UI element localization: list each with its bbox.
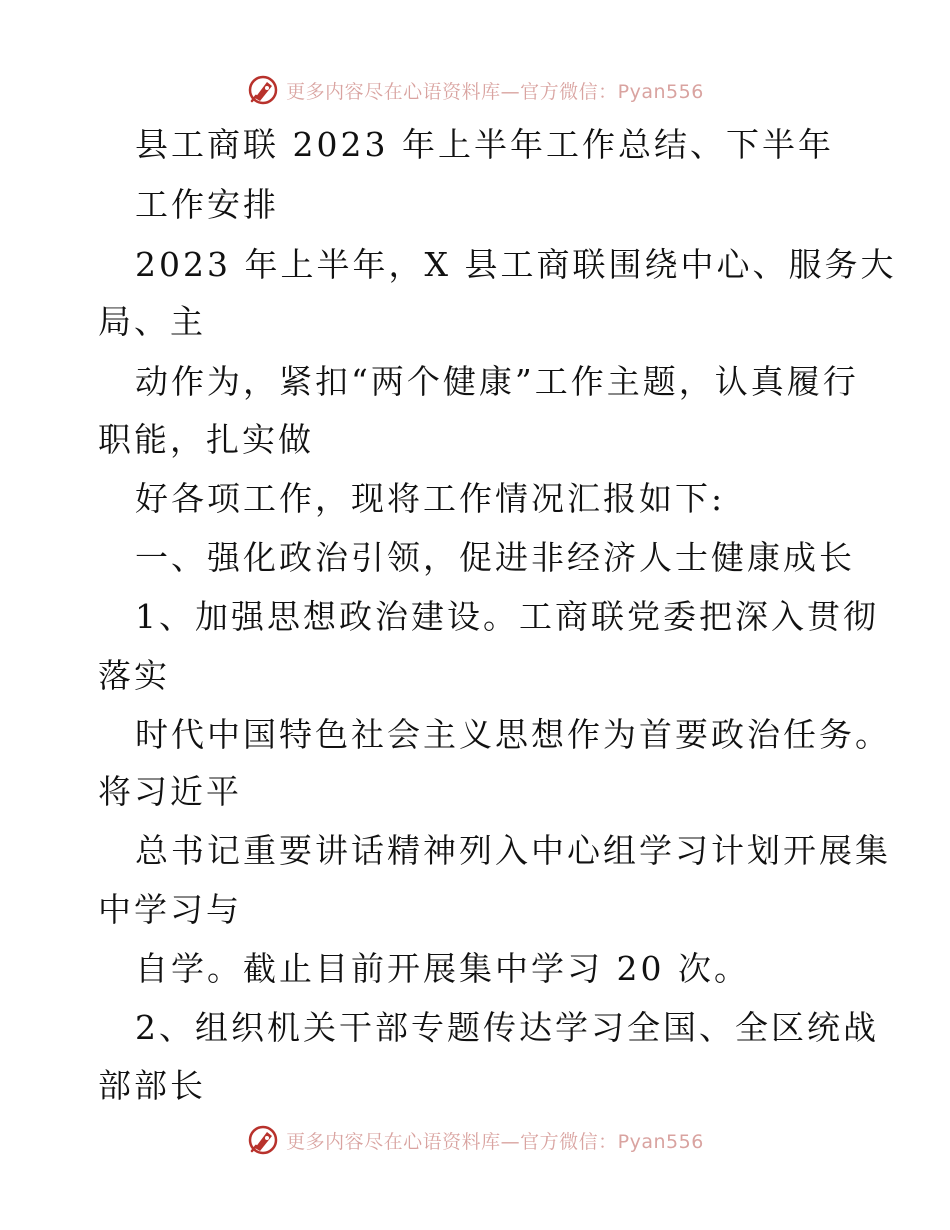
doc-title-line-1: 县工商联 2023 年上半年工作总结、下半年: [135, 125, 834, 164]
doc-line: 1、加强思想政治建设。工商联党委把深入贯彻: [135, 597, 879, 636]
doc-line: 总书记重要讲话精神列入中心组学习计划开展集: [135, 831, 891, 870]
doc-line: 时代中国特色社会主义思想作为首要政治任务。: [135, 715, 891, 754]
watermark-banner-top: [0, 70, 950, 110]
doc-title-line-2: 工作安排: [135, 185, 279, 224]
section-heading-1: 一、强化政治引领，促进非经济人士健康成长: [135, 538, 855, 577]
watermark-text: 更多内容尽在心语资料库—官方微信：Pyan556: [286, 1130, 704, 1153]
doc-line: 部部长: [98, 1066, 206, 1105]
watermark-banner-bottom: [0, 1120, 950, 1160]
doc-line: 自学。截止目前开展集中学习 20 次。: [135, 949, 750, 988]
doc-line: 将习近平: [98, 772, 242, 811]
pen-nib-logo-icon: [246, 73, 280, 107]
doc-line: 好各项工作，现将工作情况汇报如下:: [135, 479, 726, 518]
doc-line: 落实: [98, 656, 170, 695]
doc-line: 局、主: [98, 302, 206, 341]
doc-line: 2、组织机关干部专题传达学习全国、全区统战: [135, 1008, 879, 1047]
doc-line: 职能，扎实做: [98, 420, 314, 459]
doc-line: 中学习与: [98, 890, 242, 929]
doc-line: 动作为，紧扣“两个健康”工作主题，认真履行: [135, 362, 859, 401]
watermark-text: 更多内容尽在心语资料库—官方微信：Pyan556: [286, 80, 704, 103]
doc-line: 2023 年上半年，X 县工商联围绕中心、服务大: [135, 245, 897, 284]
pen-nib-logo-icon: [246, 1123, 280, 1157]
